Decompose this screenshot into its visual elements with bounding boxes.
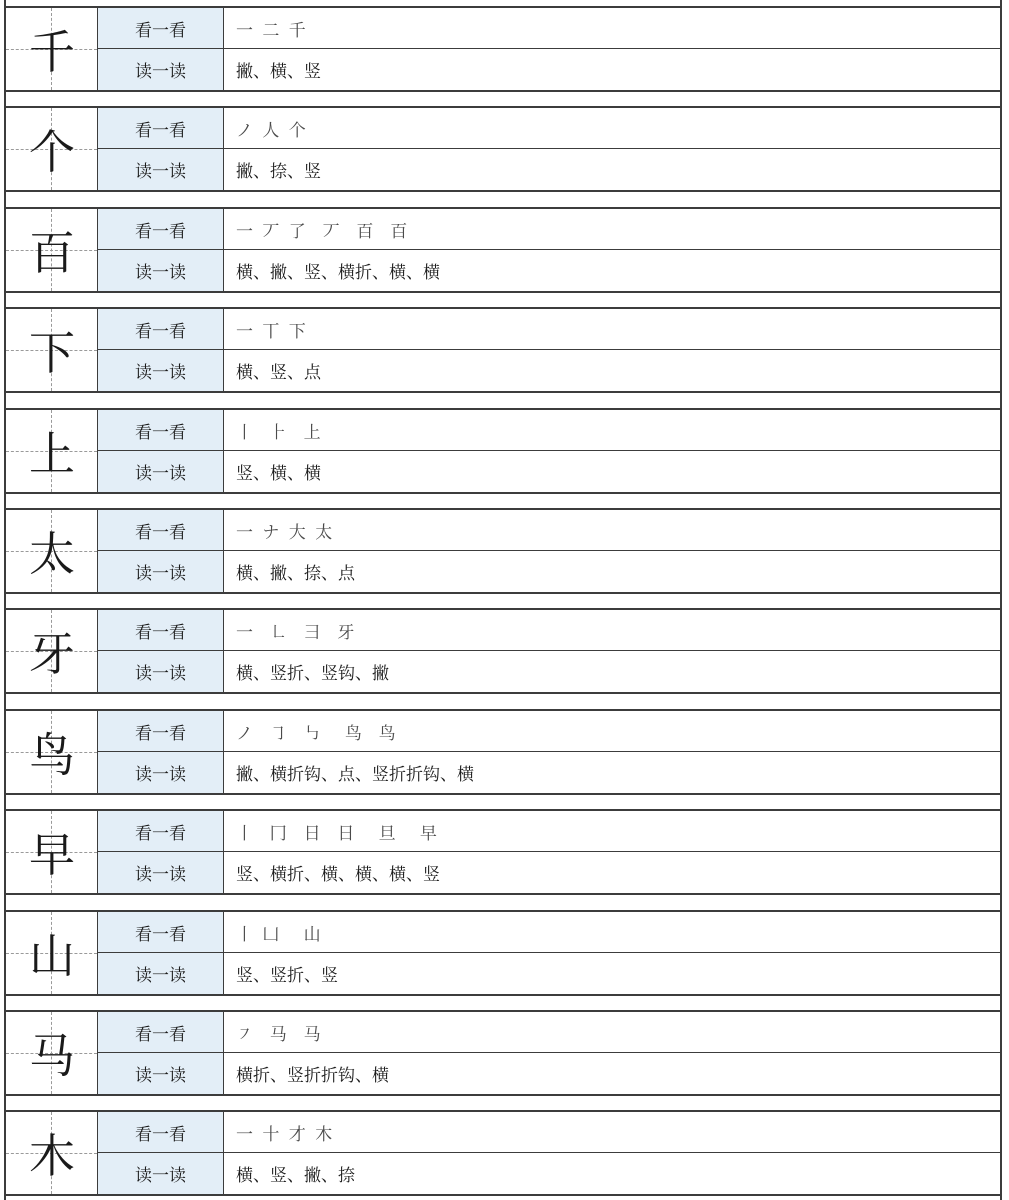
stroke-names: 竖、竖折、竖 bbox=[236, 966, 338, 986]
look-row bbox=[98, 309, 1000, 350]
tianzige-cell bbox=[6, 610, 98, 692]
read-label: 读一读 bbox=[98, 852, 224, 893]
tianzige-cell bbox=[6, 209, 98, 291]
character-block-12 bbox=[6, 1110, 1000, 1196]
stroke-steps: ノ ㇆ ㇉ 鸟 鸟 bbox=[236, 723, 398, 744]
stroke-steps: 一 ㇗ ⺕ 牙 bbox=[236, 622, 357, 643]
stroke-names: 横、撇、捺、点 bbox=[236, 564, 355, 584]
practice-character: 木 bbox=[29, 1129, 75, 1183]
stroke-names: 竖、横折、横、横、横、竖 bbox=[236, 865, 440, 885]
tianzige-cell bbox=[6, 1112, 98, 1194]
practice-character: 马 bbox=[29, 1029, 75, 1083]
practice-character: 上 bbox=[29, 427, 75, 481]
tianzige-cell bbox=[6, 811, 98, 893]
look-row bbox=[98, 1012, 1000, 1053]
tianzige-cell bbox=[6, 8, 98, 90]
look-label: 看一看 bbox=[98, 209, 224, 249]
tianzige-cell bbox=[6, 711, 98, 793]
read-label: 读一读 bbox=[98, 1153, 224, 1194]
look-row bbox=[98, 912, 1000, 953]
tianzige-cell bbox=[6, 410, 98, 492]
read-row bbox=[98, 752, 1000, 793]
read-row bbox=[98, 852, 1000, 893]
read-label: 读一读 bbox=[98, 350, 224, 391]
look-label: 看一看 bbox=[98, 8, 224, 48]
stroke-names: 横、撇、竖、横折、横、横 bbox=[236, 263, 440, 283]
look-row bbox=[98, 209, 1000, 250]
stroke-order-sheet bbox=[4, 0, 1002, 1200]
character-block-7 bbox=[6, 608, 1000, 694]
read-row bbox=[98, 250, 1000, 291]
read-row bbox=[98, 49, 1000, 90]
practice-character: 千 bbox=[29, 25, 75, 79]
character-block-11 bbox=[6, 1010, 1000, 1096]
look-label: 看一看 bbox=[98, 610, 224, 650]
practice-character: 百 bbox=[29, 226, 75, 280]
read-row bbox=[98, 1153, 1000, 1194]
look-row bbox=[98, 8, 1000, 49]
tianzige-cell bbox=[6, 510, 98, 592]
read-row bbox=[98, 551, 1000, 592]
read-row bbox=[98, 953, 1000, 994]
practice-character: 太 bbox=[29, 527, 75, 581]
look-label: 看一看 bbox=[98, 711, 224, 751]
stroke-steps: 一 二 千 bbox=[236, 20, 308, 41]
character-block-5 bbox=[6, 408, 1000, 494]
stroke-names: 横、竖折、竖钩、撇 bbox=[236, 664, 389, 684]
read-label: 读一读 bbox=[98, 49, 224, 90]
practice-character: 鸟 bbox=[29, 728, 75, 782]
practice-character: 山 bbox=[29, 929, 75, 983]
look-row bbox=[98, 410, 1000, 451]
practice-character: 早 bbox=[29, 828, 75, 882]
stroke-steps: ㇇ 马 马 bbox=[236, 1024, 323, 1045]
read-row bbox=[98, 149, 1000, 190]
tianzige-cell bbox=[6, 309, 98, 391]
look-label: 看一看 bbox=[98, 1112, 224, 1152]
look-row bbox=[98, 108, 1000, 149]
read-row bbox=[98, 451, 1000, 492]
stroke-names: 横、竖、撇、捺 bbox=[236, 1166, 355, 1186]
read-row bbox=[98, 1053, 1000, 1094]
stroke-names: 横折、竖折折钩、横 bbox=[236, 1066, 389, 1086]
character-block-4 bbox=[6, 307, 1000, 393]
tianzige-cell bbox=[6, 912, 98, 994]
read-label: 读一读 bbox=[98, 551, 224, 592]
read-label: 读一读 bbox=[98, 953, 224, 994]
tianzige-cell bbox=[6, 108, 98, 190]
stroke-names: 竖、横、横 bbox=[236, 464, 321, 484]
practice-character: 个 bbox=[29, 125, 75, 179]
look-label: 看一看 bbox=[98, 510, 224, 550]
character-block-8 bbox=[6, 709, 1000, 795]
read-row bbox=[98, 651, 1000, 692]
character-block-6 bbox=[6, 508, 1000, 594]
read-label: 读一读 bbox=[98, 1053, 224, 1094]
look-label: 看一看 bbox=[98, 1012, 224, 1052]
read-label: 读一读 bbox=[98, 149, 224, 190]
look-row bbox=[98, 711, 1000, 752]
stroke-steps: 丨 ⺊ 上 bbox=[236, 422, 323, 443]
stroke-steps: 一 十 才 木 bbox=[236, 1124, 335, 1145]
stroke-names: 撇、横折钩、点、竖折折钩、横 bbox=[236, 765, 474, 785]
look-row bbox=[98, 610, 1000, 651]
look-label: 看一看 bbox=[98, 108, 224, 148]
character-block-10 bbox=[6, 910, 1000, 996]
stroke-steps: 一 丆 了 丆 百 百 bbox=[236, 221, 410, 242]
look-row bbox=[98, 510, 1000, 551]
read-row bbox=[98, 350, 1000, 391]
stroke-steps: 丨 凵 山 bbox=[236, 924, 323, 945]
stroke-steps: 一 丅 下 bbox=[236, 321, 308, 342]
look-label: 看一看 bbox=[98, 811, 224, 851]
stroke-names: 撇、捺、竖 bbox=[236, 162, 321, 182]
read-label: 读一读 bbox=[98, 651, 224, 692]
stroke-steps: 一 ナ 大 太 bbox=[236, 522, 335, 543]
stroke-names: 横、竖、点 bbox=[236, 363, 321, 383]
read-label: 读一读 bbox=[98, 752, 224, 793]
look-row bbox=[98, 1112, 1000, 1153]
look-label: 看一看 bbox=[98, 912, 224, 952]
practice-character: 下 bbox=[29, 326, 75, 380]
character-block-1 bbox=[6, 6, 1000, 92]
stroke-steps: ノ 人 个 bbox=[236, 120, 308, 141]
look-label: 看一看 bbox=[98, 309, 224, 349]
character-block-9 bbox=[6, 809, 1000, 895]
character-block-3 bbox=[6, 207, 1000, 293]
look-label: 看一看 bbox=[98, 410, 224, 450]
stroke-names: 撇、横、竖 bbox=[236, 62, 321, 82]
read-label: 读一读 bbox=[98, 250, 224, 291]
look-row bbox=[98, 811, 1000, 852]
read-label: 读一读 bbox=[98, 451, 224, 492]
tianzige-cell bbox=[6, 1012, 98, 1094]
practice-character: 牙 bbox=[29, 627, 75, 681]
character-block-2 bbox=[6, 106, 1000, 192]
stroke-steps: 丨 冂 日 日 旦 早 bbox=[236, 823, 439, 844]
